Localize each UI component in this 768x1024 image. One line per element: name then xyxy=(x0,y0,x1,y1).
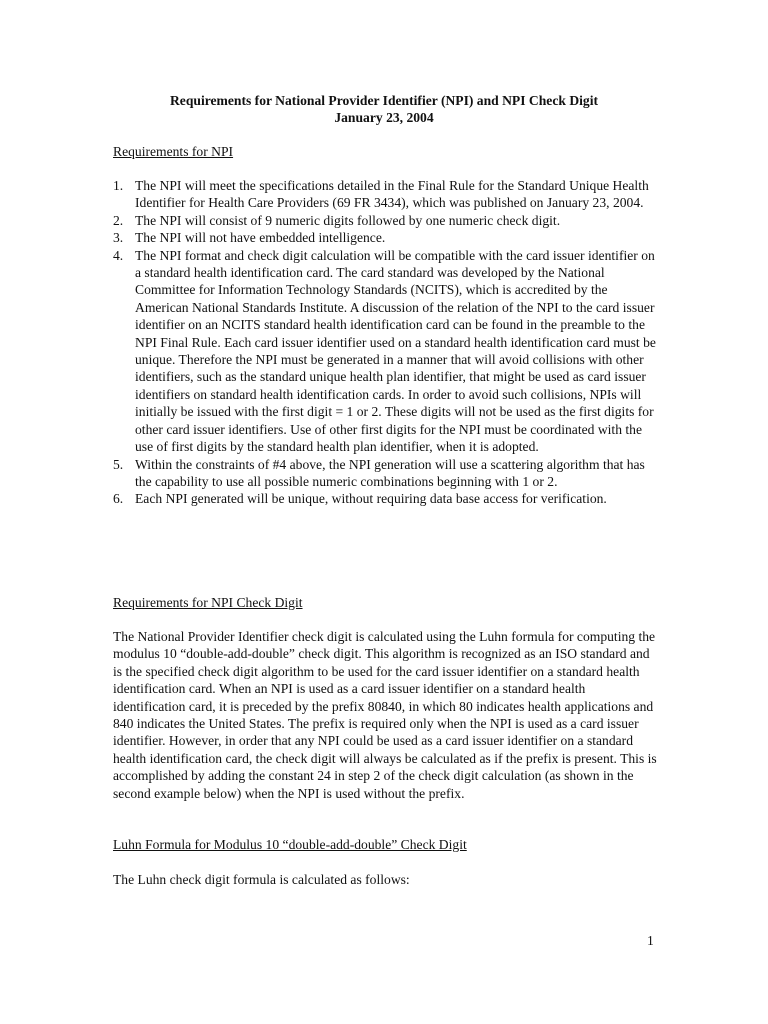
list-item: 5. Within the constraints of #4 above, the NPI generation will use a scattering algorithm that has the capability to use all possible numeric combinations beginning with 1 or 2. xyxy=(113,456,645,489)
luhn-intro-paragraph: The Luhn check digit formula is calculated as follows: xyxy=(113,872,410,887)
list-item: 3. The NPI will not have embedded intelligence. xyxy=(113,230,386,246)
luhn-formula-heading: Luhn Formula for Modulus 10 “double-add-double” Check Digit xyxy=(113,837,467,852)
page-number: 1 xyxy=(647,933,654,948)
check-digit-heading: Requirements for NPI Check Digit xyxy=(113,595,303,610)
list-item: 4. The NPI format and check digit calculation will be compatible with the card issuer identifier on a standard health identification card. The card standard was developed by the National Committee for Information Technology Standards (NCITS), which is accredited by the American National Standards Institute. A discussion of the relation of the NPI to the card issuer identifier on an NCITS standard health identification card can be found in the preamble to the NPI Final Rule. Each card issuer identifier used on a standard health identification card must be unique. Therefore the NPI must be generated in a manner that will avoid collisions with other identifiers, such as the standard unique health plan identifier, that might be used as card issuer identifiers on standard health identification cards. In order to avoid such collisions, NPIs will initially be issued with the first digit = 1 or 2. These digits will not be used as the first digits for other card issuer identifiers. Use of other first digits for the NPI must be coordinated with the use of first digits by the standard health plan identifier, when it is adopted. xyxy=(113,247,656,455)
list-item: 2. The NPI will consist of 9 numeric digits followed by one numeric check digit. xyxy=(113,212,561,228)
check-digit-paragraph: The National Provider Identifier check digit is calculated using the Luhn formula for computing the modulus 10 “double-add-double” check digit. This algorithm is recognized as an ISO standard and is the specified check digit algorithm to be used for the card issuer identifier on a standard health identification card. When an NPI is used as a card issuer identifier on a standard health identification card, it is preceded by the prefix 80840, in which 80 indicates health applications and 840 indicates the United States. The prefix is required only when the NPI is used as a card issuer identifier. However, in order that any NPI could be used as a card issuer identifier on a standard health identification card, the check digit will always be calculated as if the prefix is present. This is accomplished by adding the constant 24 in step 2 of the check digit calculation (as shown in the second example below) when the NPI is used without the prefix. xyxy=(113,629,657,801)
list-item: 1. The NPI will meet the specifications detailed in the Final Rule for the Standard Unique Health Identifier for Health Care Providers (69 FR 3434), which was published on January 23, 2004. xyxy=(113,178,649,211)
npi-requirements-heading: Requirements for NPI xyxy=(113,144,234,159)
document-title xyxy=(0,92,768,127)
list-item: 6. Each NPI generated will be unique, without requiring data base access for verification. xyxy=(113,491,607,507)
title-date: January 23, 2004 xyxy=(334,110,434,126)
npi-requirements-list xyxy=(113,177,658,508)
title-line: Requirements for National Provider Identifier (NPI) and NPI Check Digit xyxy=(169,93,599,108)
